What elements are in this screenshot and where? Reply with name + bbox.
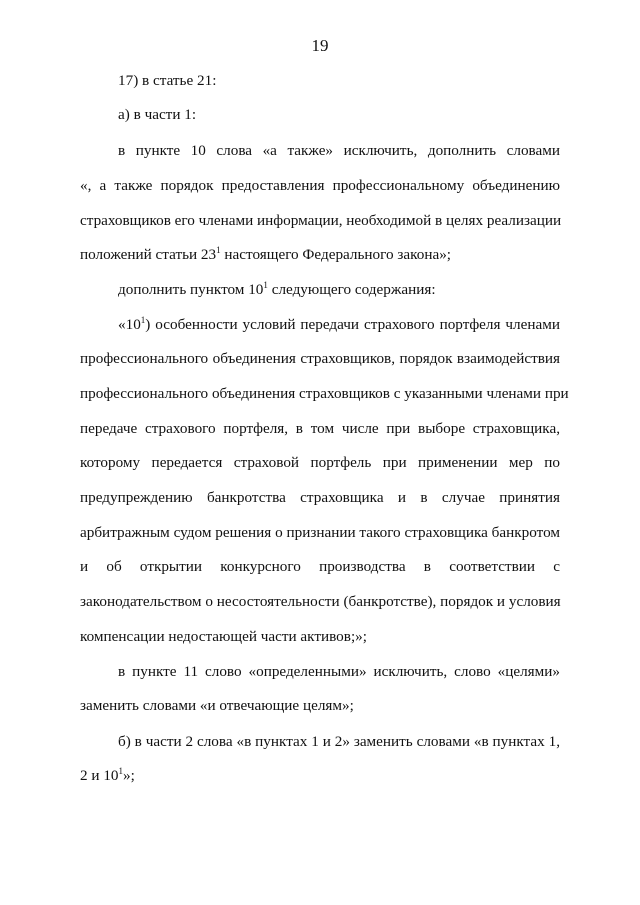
text-line: «, а также порядок предоставления профессиональному объединению <box>80 177 560 194</box>
text-line: заменить словами «и отвечающие целям»; <box>80 697 354 714</box>
text-line: а) в части 1: <box>118 106 197 123</box>
superscript: 1 <box>263 280 268 290</box>
text-line: компенсации недостающей части активов;»; <box>80 628 367 645</box>
text-line: страховщиков его членами информации, необходимой в целях реализации <box>80 212 562 229</box>
text-line: законодательством о несостоятельности (банкротстве), порядок и условия <box>80 593 561 610</box>
text-line: арбитражным судом решения о признании такого страховщика банкротом <box>80 524 560 541</box>
text-line: в пункте 11 слово «определенными» исключить, слово «целями» <box>118 663 560 680</box>
text-line: профессионального объединения страховщиков с указанными членами при <box>80 385 569 402</box>
text-line: положений статьи $23^1$ настоящего Федерального закона»; <box>80 245 452 263</box>
superscript: 1 <box>140 315 146 325</box>
text-line: передаче страхового портфеля, в том числе при выборе страховщика, <box>80 420 560 437</box>
superscript: 1 <box>216 245 221 255</box>
text-line: в пункте 10 слова «а также» исключить, дополнить словами <box>118 142 560 159</box>
text-line: которому передается страховой портфель при применении мер по <box>80 454 560 471</box>
text-line: дополнить пунктом $10^1$ следующего содержания: <box>118 280 436 298</box>
text-line: предупреждению банкротства страховщика и в случае принятия <box>80 489 560 506</box>
page-number: 19 <box>311 36 329 55</box>
text-line: «$10^1$) особенности условий передачи страхового портфеля членами <box>118 315 560 333</box>
text-line: 2 и $10^1$»; <box>80 766 135 784</box>
text-line: и об открытии конкурсного производства в соответствии с <box>80 558 560 575</box>
text-line: б) в части 2 слова «в пунктах 1 и 2» заменить словами «в пунктах 1, <box>118 733 560 750</box>
text-line: профессионального объединения страховщиков, порядок взаимодействия <box>80 350 560 367</box>
superscript: 1 <box>118 766 124 776</box>
text-line: 17) в статье 21: <box>118 72 217 89</box>
